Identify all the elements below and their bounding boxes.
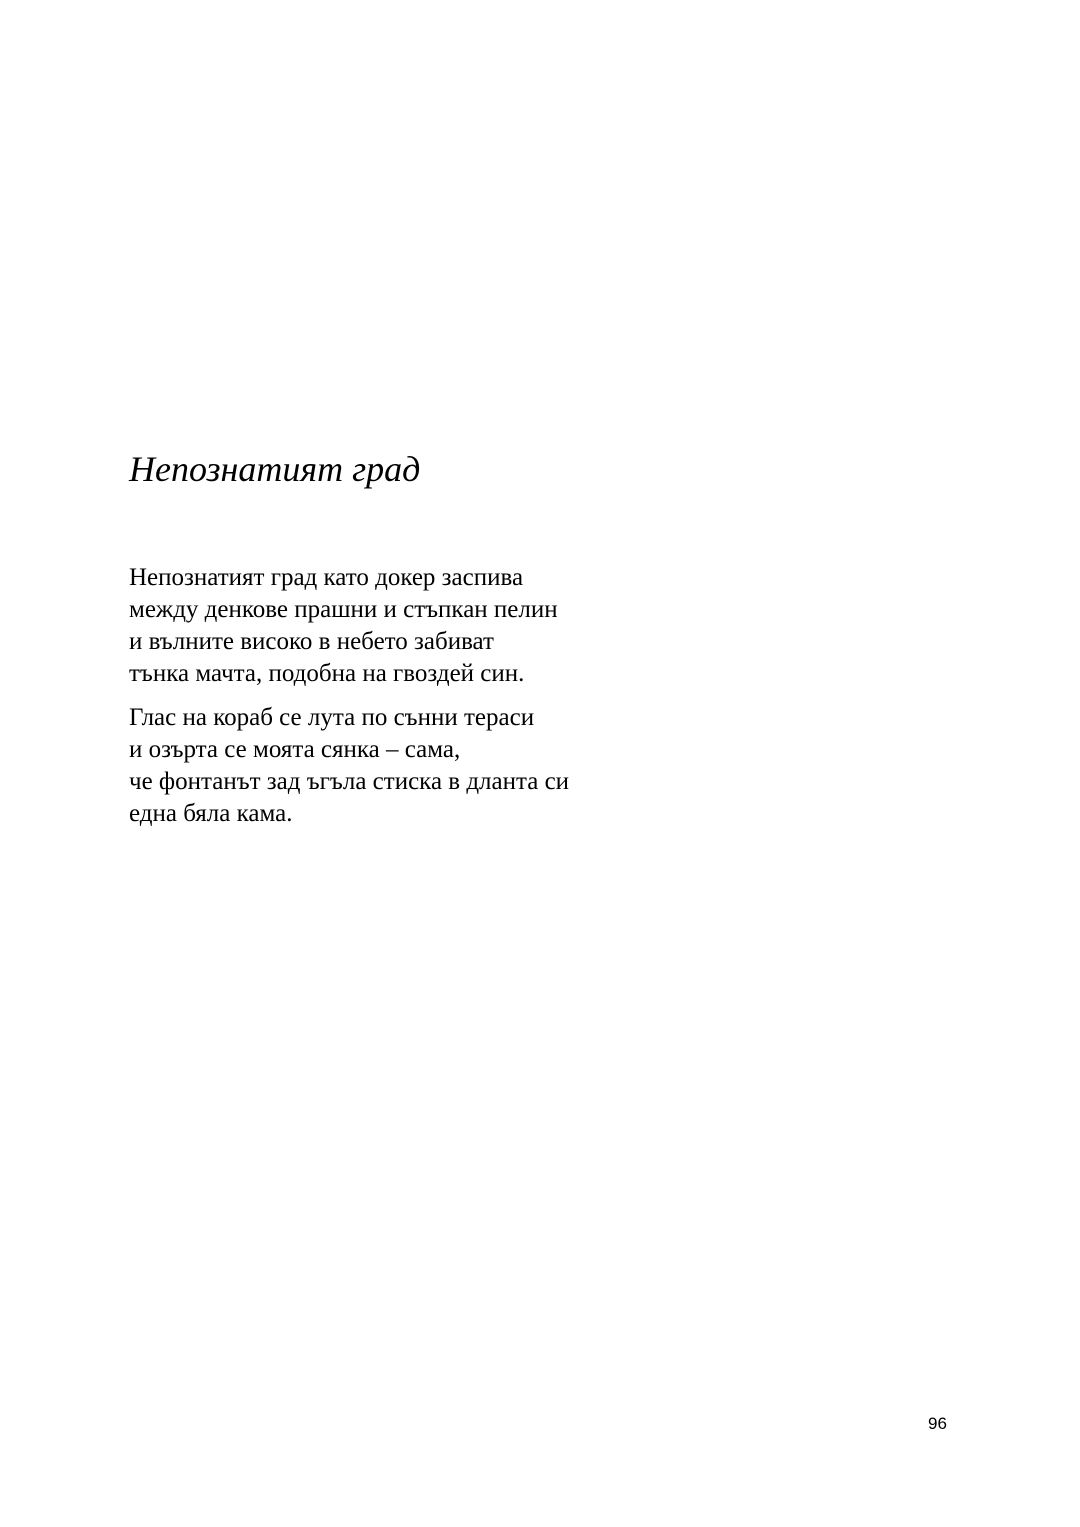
poem-title: Непознатият град	[129, 449, 421, 489]
poem-line: и озърта се моята сянка – сама,	[129, 736, 461, 763]
poem-body	[129, 562, 829, 842]
stanza-1	[129, 562, 829, 690]
poem-line: Глас на кораб се лута по сънни тераси	[129, 704, 535, 731]
poem-line: че фонтанът зад ъгъла стиска в дланта си	[129, 768, 570, 795]
page-number: 96	[928, 1414, 947, 1433]
poem-line: тънка мачта, подобна на гвоздей син.	[129, 660, 525, 687]
stanza-2	[129, 702, 829, 830]
poem-line: Непознатият град като докер заспива	[129, 564, 524, 591]
poem-line: и вълните високо в небето забиват	[129, 628, 494, 655]
poem-line: една бяла кама.	[129, 800, 293, 827]
poem-line: между денкове прашни и стъпкан пелин	[129, 596, 558, 623]
